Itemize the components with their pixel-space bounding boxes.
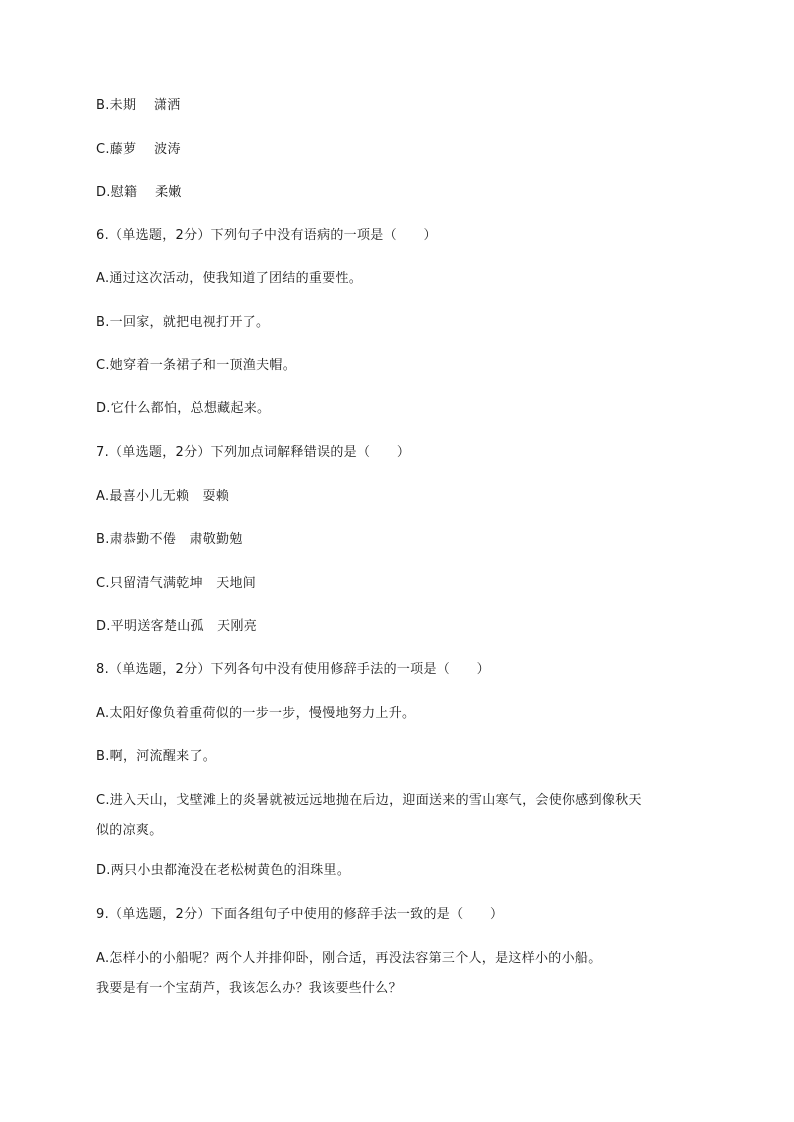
q7-option-d: D.平明送客楚山孤 天刚亮 bbox=[96, 619, 258, 634]
q8-option-a: A.太阳好像负着重荷似的一步一步，慢慢地努力上升。 bbox=[96, 706, 416, 721]
q5-option-c: C.藤萝 波涛 bbox=[96, 142, 181, 157]
q8-option-c-line1: C.进入天山，戈壁滩上的炎暑就被远远地抛在后边，迎面送来的雪山寒气，会使你感到像秋天 bbox=[96, 793, 642, 808]
q8-option-d: D.两只小虫都淹没在老松树黄色的泪珠里。 bbox=[96, 863, 351, 878]
q7-option-b: B.肃恭勤不倦 肃敬勤勉 bbox=[96, 532, 243, 547]
q6-option-a: A.通过这次活动，使我知道了团结的重要性。 bbox=[96, 271, 363, 286]
q5-option-d: D.慰籍 柔嫩 bbox=[96, 185, 182, 200]
question-7-stem: 7.（单选题，2分）下列加点词解释错误的是（ ） bbox=[96, 445, 411, 460]
q6-option-d: D.它什么都怕，总想藏起来。 bbox=[96, 401, 271, 416]
q9-option-a-line2: 我要是有一个宝葫芦，我该怎么办？我该要些什么？ bbox=[96, 981, 402, 996]
q7-option-c: C.只留清气满乾坤 天地间 bbox=[96, 576, 257, 591]
q7-option-a: A.最喜小儿无赖 耍赖 bbox=[96, 489, 230, 504]
question-8-stem: 8.（单选题，2分）下列各句中没有使用修辞手法的一项是（ ） bbox=[96, 662, 490, 677]
q6-option-b: B.一回家，就把电视打开了。 bbox=[96, 315, 270, 330]
q8-option-c-line2: 似的凉爽。 bbox=[96, 823, 163, 838]
question-6-stem: 6.（单选题，2分）下列句子中没有语病的一项是（ ） bbox=[96, 228, 437, 243]
q8-option-b: B.啊，河流醒来了。 bbox=[96, 749, 217, 764]
q5-option-b: B.未期 潇洒 bbox=[96, 98, 181, 113]
question-9-stem: 9.（单选题，2分）下面各组句子中使用的修辞手法一致的是（ ） bbox=[96, 907, 504, 922]
q6-option-c: C.她穿着一条裙子和一顶渔夫帽。 bbox=[96, 358, 297, 373]
q9-option-a-line1: A.怎样小的小船呢？两个人并排仰卧，刚合适，再没法容第三个人，是这样小的小船。 bbox=[96, 951, 602, 966]
